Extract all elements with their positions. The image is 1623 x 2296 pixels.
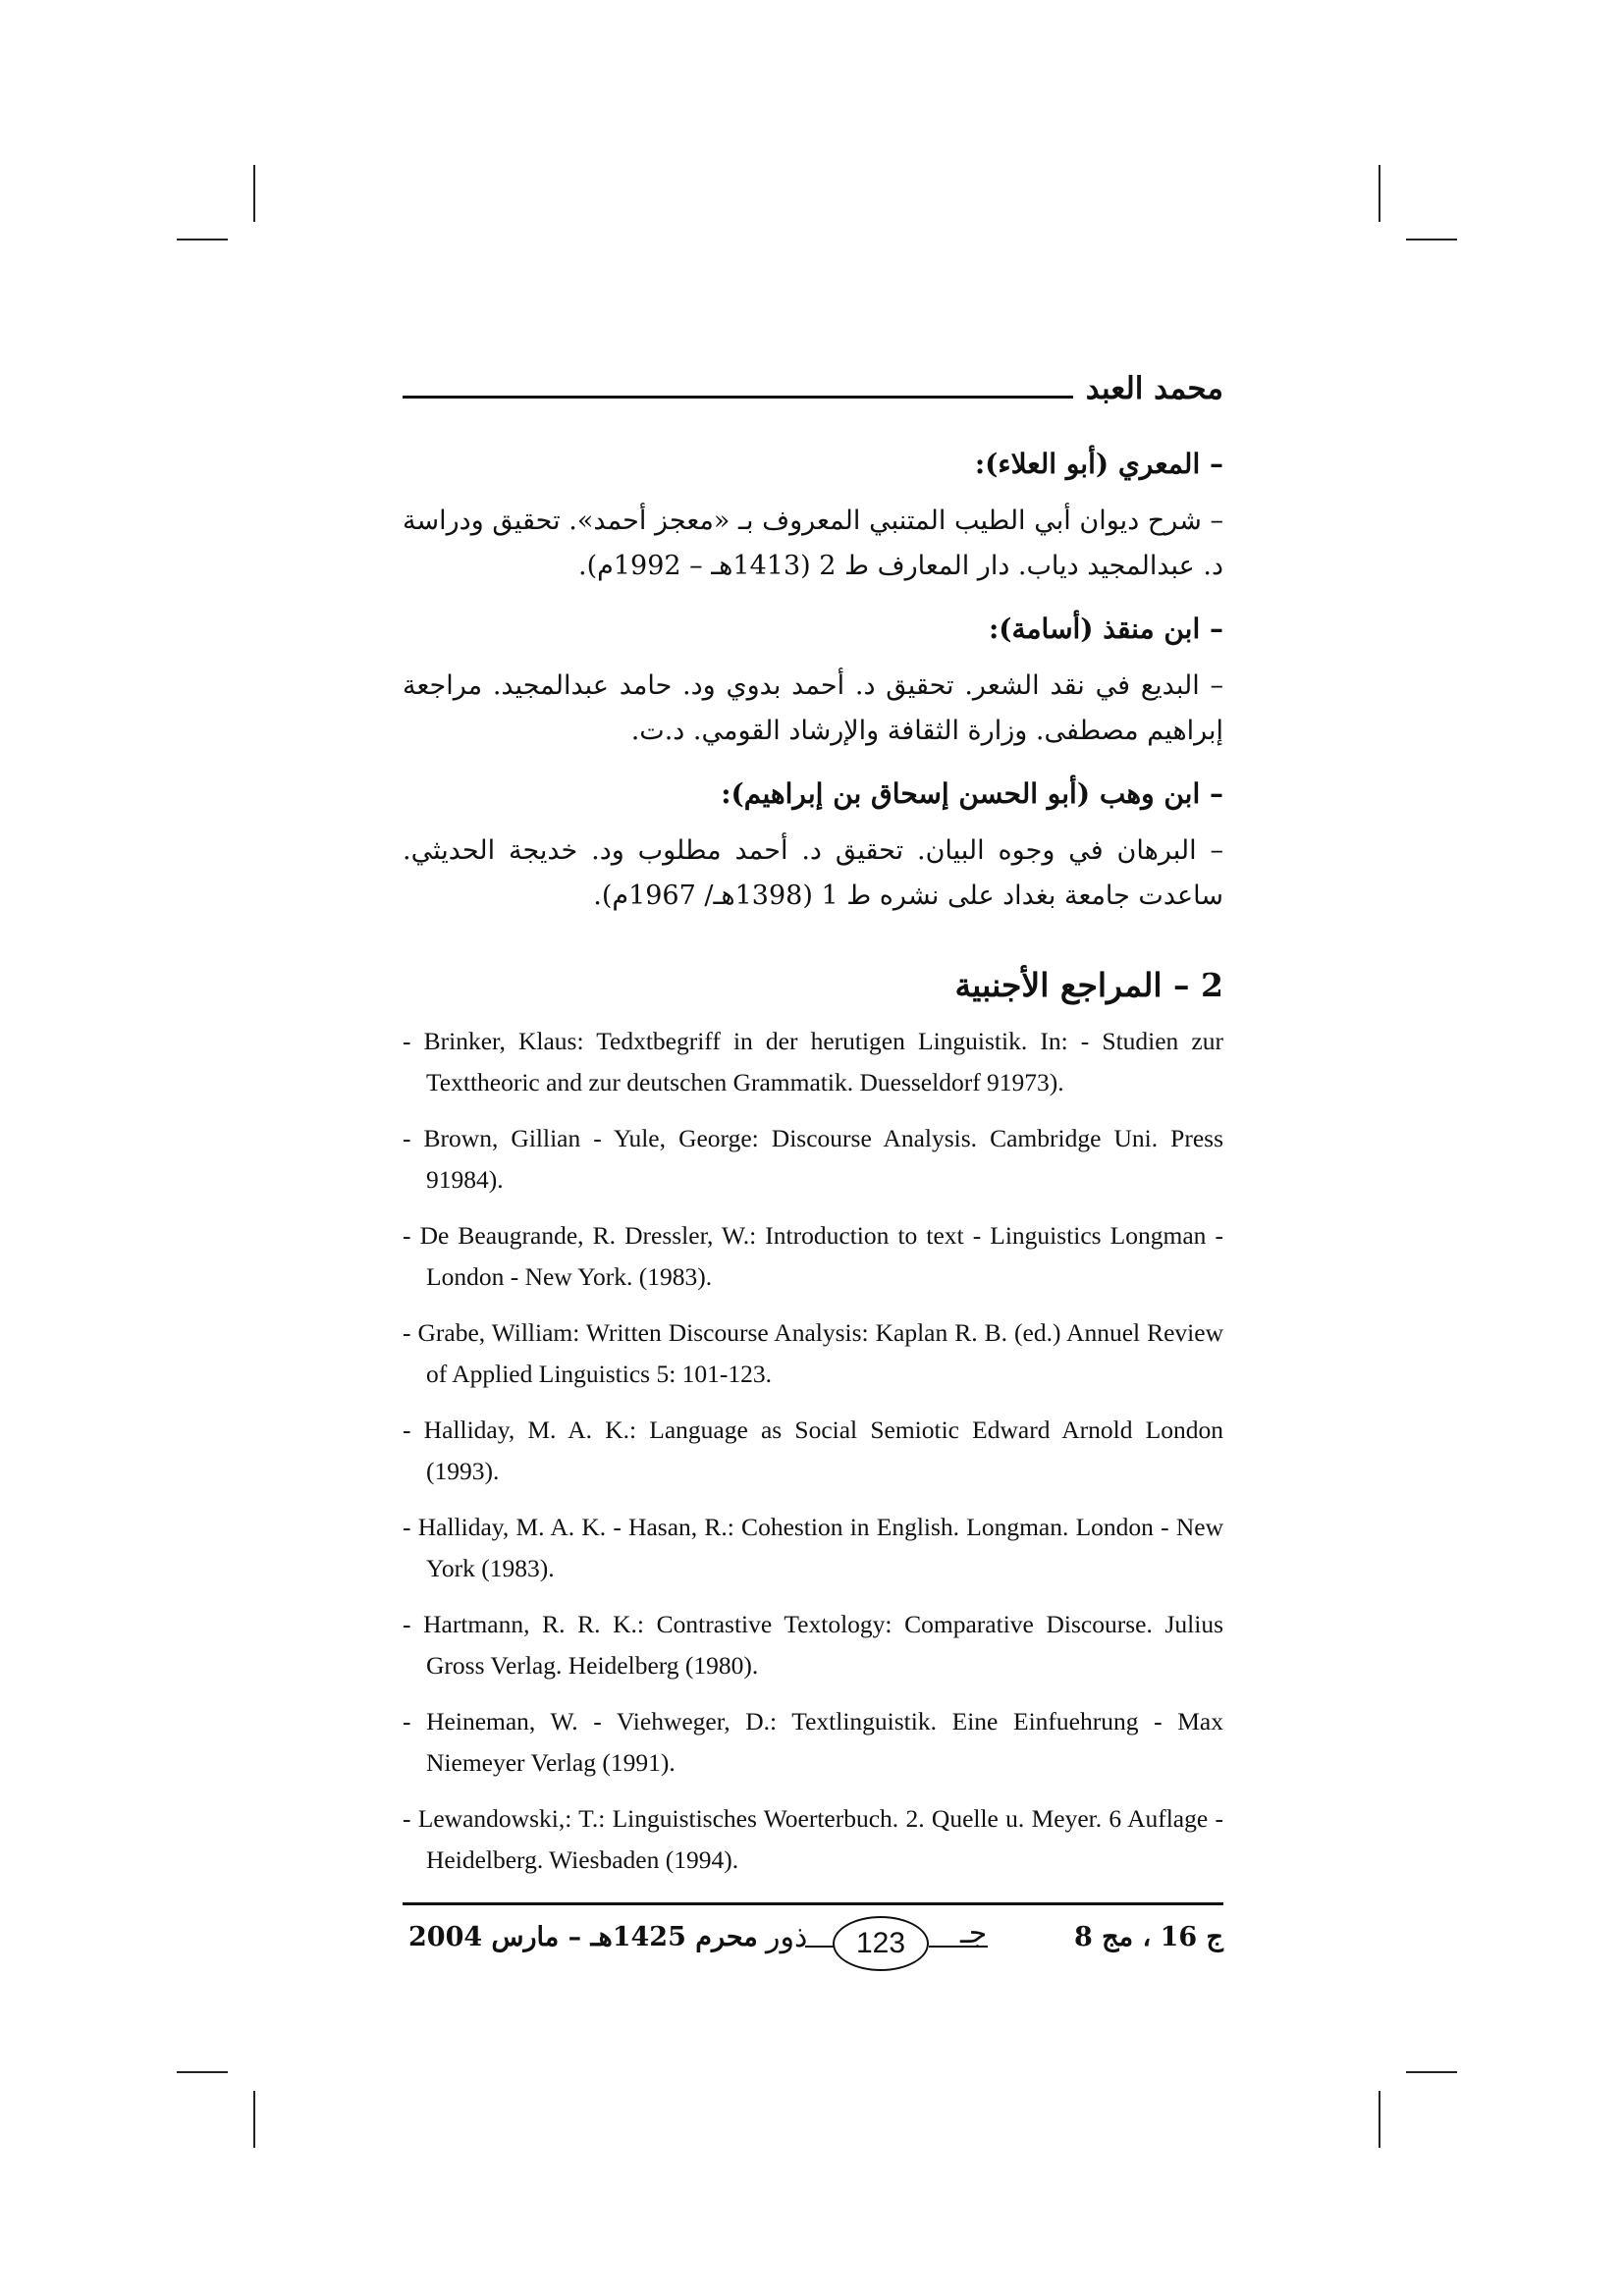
list-item: - De Beaugrande, R. Dressler, W.: Introduction to text - Linguistics Longman - London - New York. (1983). (403, 1221, 1223, 1291)
list-item: - Heineman, W. - Viehweger, D.: Textlinguistik. Eine Einfuehrung - Max Niemeyer Verlag (1991). (403, 1707, 1223, 1777)
section-title: 2 – المراجع الأجنبية (954, 966, 1223, 1004)
footer-rule (403, 1902, 1223, 1905)
list-item: - Brown, Gillian - Yule, George: Discourse Analysis. Cambridge Uni. Press 91984). (403, 1124, 1223, 1194)
list-item: - Brinker, Klaus: Tedxtbegriff in der herutigen Linguistik. In: - Studien zur Texttheoric and zur deutschen Grammatik. Duesseldorf 91973). (403, 1027, 1223, 1096)
issue-info: ج 16 ، مج 8 (1073, 1922, 1223, 1952)
list-item: - Halliday, M. A. K. - Hasan, R.: Cohestion in English. Longman. London - New York (1983). (403, 1513, 1223, 1582)
page-number: 123 (833, 1916, 929, 1971)
list-item: - Grabe, William: Written Discourse Analysis: Kaplan R. B. (ed.) Annuel Review of Applied Linguistics 5: 101-123. (403, 1318, 1223, 1388)
reference-entry: – البرهان في وجوه البيان. تحقيق د. أحمد مطلوب ود. خديجة الحديثي. ساعدت جامعة بغداد على نشره ط 1 (1398هـ/ 1967م). (403, 835, 1223, 911)
journal-logo (764, 1912, 1009, 1971)
reference-entry: – البديع في نقد الشعر. تحقيق د. أحمد بدوي ود. حامد عبدالمجيد. مراجعة إبراهيم مصطفى. وزارة الثقافة والإرشاد القومي. د.ت. (403, 670, 1223, 746)
page-content (403, 365, 1223, 1896)
reference-author: – ابن منقذ (أسامة): (988, 613, 1223, 645)
list-item: - Hartmann, R. R. K.: Contrastive Textology: Comparative Discourse. Julius Gross Verlag. Heidelberg (1980). (403, 1610, 1223, 1680)
foreign-references-list (403, 1021, 1223, 1881)
crop-mark (177, 2071, 228, 2073)
issue-date: محرم 1425هـ – مارس 2004 (408, 1922, 758, 1952)
header-rule (403, 396, 1073, 399)
list-item: - Halliday, M. A. K.: Language as Social Semiotic Edward Arnold London (1993). (403, 1415, 1223, 1485)
logo-bar (805, 1946, 835, 1948)
list-item: - Lewandowski,: T.: Linguistisches Woerterbuch. 2. Quelle u. Meyer. 6 Auflage - Heidelberg. Wiesbaden (1994). (403, 1804, 1223, 1874)
reference-author: – ابن وهب (أبو الحسن إسحاق بن إبراهيم): (721, 777, 1223, 810)
crop-mark (177, 239, 228, 240)
page-footer (403, 1902, 1223, 1983)
crop-mark (1379, 2091, 1380, 2148)
crop-mark (1379, 165, 1380, 222)
crop-mark (1406, 239, 1457, 240)
arabic-references (403, 444, 1223, 919)
journal-name-end: ذور (766, 1920, 808, 1954)
journal-name-start: جـ (960, 1916, 988, 1950)
crop-mark (1406, 2071, 1457, 2073)
author-name: محمد العبد (1085, 371, 1223, 406)
crop-mark (253, 165, 255, 222)
reference-author: – المعري (أبو العلاء): (974, 448, 1223, 480)
reference-entry: – شرح ديوان أبي الطيب المتنبي المعروف بـ «معجز أحمد». تحقيق ودراسة د. عبدالمجيد دياب. دار المعارف ط 2 (1413هـ – 1992م). (403, 506, 1223, 581)
crop-mark (253, 2091, 255, 2148)
running-header (403, 365, 1223, 424)
